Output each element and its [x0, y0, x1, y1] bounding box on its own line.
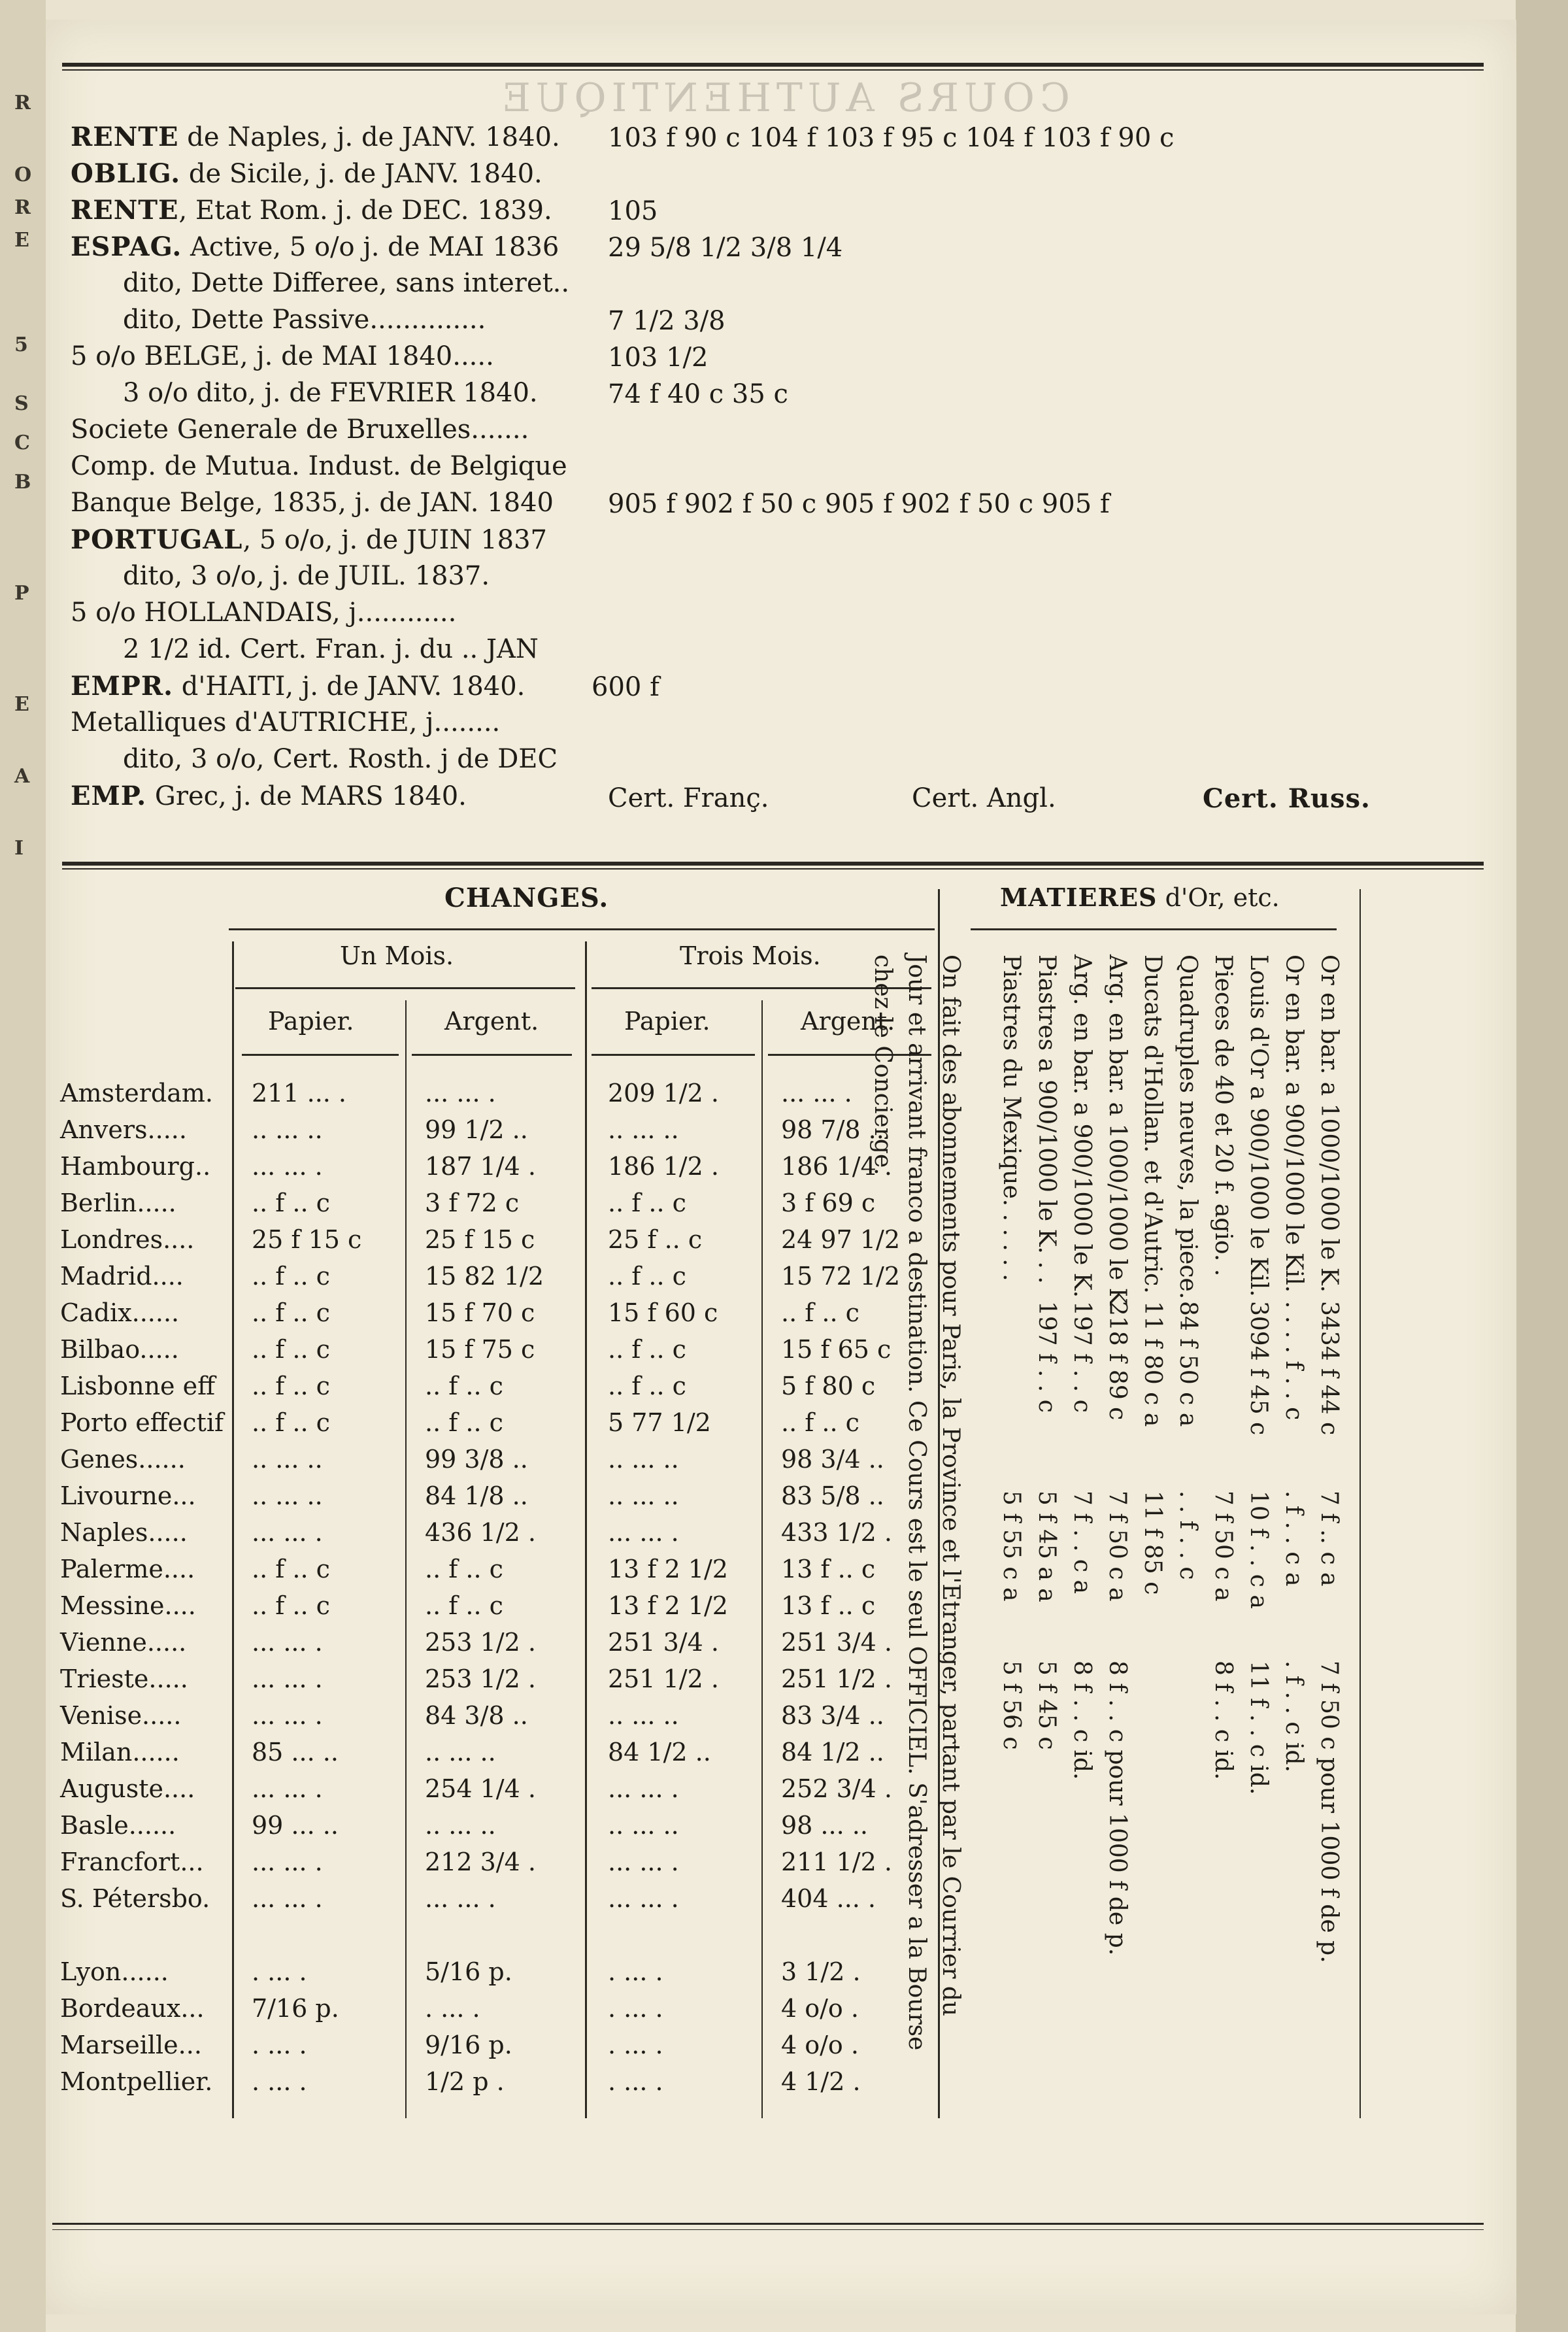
changes-cell: . ... .: [608, 1957, 663, 1986]
changes-cell: 252 3/4 .: [781, 1774, 892, 1803]
rente-row-label: , 5 o/o, j. de JUIN 1837: [242, 525, 547, 555]
matieres-value: 3434 f 44 c: [1316, 1301, 1343, 1436]
rente-row-label: Grec, j. de MARS 1840.: [146, 781, 467, 811]
matieres-value: 5 f 56 c: [998, 1661, 1025, 1750]
changes-city: Lisbonne eff: [60, 1372, 216, 1400]
subscription-notice: On fait des abonnements pour Paris, la Province et l'Etranger, partant par le Courrier du Jour et arrivant franco a destination. Ce Cours est le seul OFFICIEL. S'adresser a la Bourse chez le Concierge.: [869, 955, 964, 2051]
changes-cell: .. ... ..: [425, 1811, 496, 1840]
rente-row-label: dito, 3 o/o, j. de JUIL. 1837.: [123, 561, 490, 591]
trois-mois-papier: Papier.: [624, 1007, 710, 1036]
matieres-row: [1099, 955, 1135, 2066]
changes-cell: 84 1/2 ..: [781, 1738, 884, 1766]
matieres-value: 5 f 45 c: [1033, 1661, 1060, 1750]
changes-cell: . ... .: [425, 1994, 480, 2023]
changes-cell: 5 77 1/2: [608, 1408, 711, 1437]
changes-cell: 13 f .. c: [781, 1591, 876, 1620]
changes-city: Milan......: [60, 1738, 180, 1766]
rente-row-value: 103 1/2: [608, 343, 709, 373]
changes-city: Porto effectif: [60, 1408, 224, 1437]
changes-cell: .. f .. c: [252, 1298, 330, 1327]
changes-cell: 209 1/2 .: [608, 1079, 719, 1107]
rente-row-label: 2 1/2 id. Cert. Fran. j. du .. JAN: [123, 634, 539, 664]
matieres-value: 7 f 50 c a: [1210, 1491, 1237, 1602]
changes-city: Montpellier.: [60, 2067, 213, 2096]
changes-city: Hambourg..: [60, 1152, 211, 1181]
changes-cell: 85 ... ..: [252, 1738, 339, 1766]
changes-cell: 251 3/4 .: [608, 1628, 719, 1657]
changes-cell: . ... .: [608, 2067, 663, 2096]
rente-row: [123, 634, 539, 664]
matieres-title-rule: [971, 928, 1337, 930]
rente-row-label: d'HAITI, j. de JANV. 1840.: [173, 671, 525, 701]
margin-letter-r2: R: [14, 196, 31, 219]
rente-row-label: de Naples, j. de JANV. 1840.: [178, 122, 560, 152]
changes-cell: 15 f 60 c: [608, 1298, 718, 1327]
rente-row: [71, 524, 547, 555]
argent-rule-1: [412, 1054, 572, 1056]
rente-row-value: 7 1/2 3/8: [608, 306, 726, 336]
changes-cell: 3 f 72 c: [425, 1189, 520, 1217]
changes-cell: 25 f .. c: [608, 1225, 703, 1254]
matieres-row: [1311, 955, 1346, 2066]
changes-cell: 15 72 1/2: [781, 1262, 901, 1291]
changes-cell: 404 ... .: [781, 1884, 876, 1913]
rente-row-label: Societe Generale de Bruxelles.......: [71, 414, 529, 445]
matieres-label: Piastres a 900/1000 le K. . .: [1033, 955, 1060, 1284]
changes-cell: .. f .. c: [425, 1555, 503, 1583]
rente-row-label: Metalliques d'AUTRICHE, j........: [71, 707, 501, 737]
matieres-value: 7 f .. c a: [1316, 1491, 1343, 1587]
margin-letter-5: 5: [14, 333, 28, 356]
changes-city: Auguste....: [60, 1774, 195, 1803]
rente-row-value: 29 5/8 1/2 3/8 1/4: [608, 233, 843, 263]
matieres-value: 11 f . . c id.: [1245, 1661, 1272, 1795]
rente-row: [123, 268, 569, 298]
matieres-row: [1029, 955, 1064, 2066]
changes-cell: . ... .: [608, 1994, 663, 2023]
changes-cell: ... ... .: [608, 1884, 679, 1913]
col-divider-2: [405, 1000, 407, 2118]
changes-city: Basle......: [60, 1811, 176, 1840]
rente-row: [71, 598, 456, 628]
changes-cell: .. ... ..: [608, 1445, 679, 1474]
changes-cell: 25 f 15 c: [252, 1225, 362, 1254]
rente-row-bold: ESPAG.: [71, 231, 182, 262]
rente-row: [71, 122, 560, 152]
changes-cell: ... ... .: [425, 1079, 496, 1107]
rente-row: [71, 488, 554, 518]
top-rule-thin: [62, 69, 1484, 71]
matieres-label: Or en bar. a 900/1000 le Kil.: [1280, 955, 1307, 1293]
bottom-rule: [52, 2223, 1484, 2225]
matieres-value: . f . . c a: [1280, 1491, 1307, 1587]
rente-row-bold: PORTUGAL: [71, 524, 243, 555]
changes-cell: 24 97 1/2: [781, 1225, 901, 1254]
rente-row-label: de Sicile, j. de JANV. 1840.: [180, 159, 542, 189]
changes-cell: . ... .: [252, 2067, 307, 2096]
changes-cell: .. f .. c: [608, 1189, 686, 1217]
changes-cell: 254 1/4 .: [425, 1774, 536, 1803]
matieres-value: . f . . c id.: [1280, 1661, 1307, 1773]
changes-cell: ... ... .: [608, 1518, 679, 1547]
changes-city: Livourne...: [60, 1481, 196, 1510]
rente-row-value: 74 f 40 c 35 c: [608, 379, 788, 409]
rente-row: [71, 341, 494, 371]
changes-city: Marseille...: [60, 2031, 202, 2059]
matieres-title: [1000, 883, 1280, 912]
rente-row-label: Banque Belge, 1835, j. de JAN. 1840: [71, 488, 554, 518]
matieres-notice-divider: [1359, 889, 1361, 2118]
changes-cell: .. f .. c: [252, 1591, 330, 1620]
changes-cell: 433 1/2 .: [781, 1518, 892, 1547]
matieres-row: [993, 955, 1029, 2066]
changes-cell: .. f .. c: [608, 1262, 686, 1291]
col-divider-1: [232, 941, 234, 2118]
changes-city: Lyon......: [60, 1957, 169, 1986]
changes-cell: ... ... .: [608, 1848, 679, 1876]
changes-cell: 5 f 80 c: [781, 1372, 876, 1400]
changes-cell: .. ... ..: [425, 1738, 496, 1766]
matieres-title-rest: d'Or, etc.: [1157, 883, 1280, 912]
changes-cell: 5/16 p.: [425, 1957, 512, 1986]
changes-cell: 98 7/8 ..: [781, 1115, 884, 1144]
rente-row-bold: EMP.: [71, 781, 147, 811]
rente-row-label: , Etat Rom. j. de DEC. 1839.: [178, 195, 552, 226]
rente-row: [123, 561, 490, 591]
rente-row-value: 105: [608, 196, 658, 226]
changes-cell: 251 1/2 .: [781, 1665, 892, 1693]
changes-cell: .. f .. c: [425, 1372, 503, 1400]
changes-cell: 251 3/4 .: [781, 1628, 892, 1657]
changes-cell: 4 o/o .: [781, 2031, 859, 2059]
changes-cell: .. ... ..: [608, 1481, 679, 1510]
rente-row: [71, 414, 529, 445]
changes-cell: 25 f 15 c: [425, 1225, 535, 1254]
changes-cell: 84 1/2 ..: [608, 1738, 711, 1766]
changes-city: Bilbao.....: [60, 1335, 179, 1364]
changes-cell: 98 3/4 ..: [781, 1445, 884, 1474]
matieres-value: 10 f . . c a: [1245, 1491, 1272, 1609]
rente-row: [71, 707, 500, 737]
rente-row-label: dito, 3 o/o, Cert. Rosth. j de DEC: [123, 744, 558, 774]
margin-letter-c: C: [14, 431, 30, 454]
changes-cell: ... ... .: [252, 1701, 323, 1730]
rente-row-label: 5 o/o HOLLANDAIS, j............: [71, 598, 457, 628]
papier-rule-2: [592, 1054, 755, 1056]
un-mois-header: Un Mois.: [340, 941, 454, 970]
matieres-label: Quadruples neuves, la piece.: [1175, 955, 1201, 1300]
matieres-label: Arg. en bar. a 900/1000 le K.: [1069, 955, 1095, 1298]
changes-city: Amsterdam.: [60, 1079, 213, 1107]
section-rule: [62, 862, 1484, 866]
cert-angl: Cert. Angl.: [912, 783, 1056, 813]
matieres-value: 197 f . . c: [1069, 1301, 1095, 1413]
matieres-value: . . . . f . . c: [1280, 1301, 1307, 1421]
matieres-value: 84 f 50 c a: [1175, 1301, 1201, 1427]
margin-letter-a: A: [14, 765, 30, 788]
changes-cell: 99 1/2 ..: [425, 1115, 528, 1144]
changes-cell: 13 f 2 1/2: [608, 1591, 728, 1620]
changes-cell: 187 1/4 .: [425, 1152, 536, 1181]
rente-row-label: 3 o/o dito, j. de FEVRIER 1840.: [123, 378, 538, 408]
rente-row-label: 5 o/o BELGE, j. de MAI 1840.....: [71, 341, 494, 371]
matieres-value: 8 f . . c pour 1000 f de p.: [1104, 1661, 1131, 1956]
rente-row: [71, 671, 525, 701]
changes-cell: .. f .. c: [252, 1262, 330, 1291]
un-mois-rule: [235, 987, 575, 989]
changes-cell: .. f .. c: [252, 1408, 330, 1437]
changes-cell: .. ... ..: [252, 1481, 323, 1510]
changes-cell: .. f .. c: [425, 1591, 503, 1620]
papier-rule-1: [242, 1054, 399, 1056]
changes-cell: .. ... ..: [608, 1701, 679, 1730]
rente-row-label: dito, Dette Differee, sans interet..: [123, 268, 570, 298]
changes-cell: 211 ... .: [252, 1079, 347, 1107]
un-mois-argent: Argent.: [444, 1007, 539, 1036]
rente-row-bold: RENTE: [71, 122, 179, 152]
changes-cell: 99 ... ..: [252, 1811, 339, 1840]
rente-row: [71, 781, 467, 811]
changes-cell: . ... .: [252, 2031, 307, 2059]
changes-cell: .. f .. c: [252, 1189, 330, 1217]
changes-cell: 1/2 p .: [425, 2067, 505, 2096]
changes-cell: ... ... .: [252, 1848, 323, 1876]
changes-city: S. Pétersbo.: [60, 1884, 210, 1913]
rente-row-label: dito, Dette Passive..............: [123, 305, 486, 335]
matieres-label: Ducats d'Hollan. et d'Autric.: [1139, 955, 1166, 1294]
rente-row-value: 103 f 90 c 104 f 103 f 95 c 104 f 103 f 90 c: [608, 123, 1175, 153]
changes-cell: .. f .. c: [781, 1298, 859, 1327]
margin-letter-b: B: [14, 471, 31, 494]
matieres-value: 7 f 50 c pour 1000 f de p.: [1316, 1661, 1343, 1963]
changes-city: Palerme....: [60, 1555, 195, 1583]
changes-cell: 186 1/4 .: [781, 1152, 892, 1181]
changes-cell: 13 f 2 1/2: [608, 1555, 728, 1583]
un-mois-papier: Papier.: [268, 1007, 354, 1036]
changes-cell: . ... .: [608, 2031, 663, 2059]
changes-city: Venise.....: [60, 1701, 182, 1730]
changes-cell: .. f .. c: [252, 1555, 330, 1583]
changes-cell: 253 1/2 .: [425, 1665, 536, 1693]
changes-city: Vienne.....: [60, 1628, 187, 1657]
changes-city: Francfort...: [60, 1848, 204, 1876]
changes-cell: .. f .. c: [252, 1372, 330, 1400]
rente-row: [123, 378, 538, 408]
margin-letter-o: O: [14, 163, 32, 186]
changes-cell: 99 3/8 ..: [425, 1445, 528, 1474]
changes-cell: .. ... ..: [608, 1115, 679, 1144]
matieres-value: 218 f 89 c: [1104, 1301, 1131, 1421]
changes-cell: 253 1/2 .: [425, 1628, 536, 1657]
matieres-label: Pieces de 40 et 20 f. agio. .: [1210, 955, 1237, 1277]
changes-cell: 436 1/2 .: [425, 1518, 536, 1547]
changes-city: Bordeaux...: [60, 1994, 205, 2023]
binding-right: [1516, 0, 1568, 2332]
matieres-label: Louis d'Or a 900/1000 le Kil.: [1245, 955, 1272, 1297]
changes-title-rule: [229, 928, 935, 930]
matieres-row: [1276, 955, 1311, 2066]
changes-cell: .. f .. c: [608, 1372, 686, 1400]
changes-cell: 4 1/2 .: [781, 2067, 861, 2096]
changes-city: Trieste.....: [60, 1665, 188, 1693]
bottom-rule-thin: [52, 2229, 1484, 2230]
margin-letter-e2: E: [14, 693, 29, 716]
rente-row-value: 905 f 902 f 50 c 905 f 902 f 50 c 905 f: [608, 489, 1110, 519]
changes-cell: ... ... .: [252, 1884, 323, 1913]
changes-city: Genes......: [60, 1445, 186, 1474]
margin-letter-r: R: [14, 92, 31, 114]
changes-cell: ... ... .: [252, 1628, 323, 1657]
margin-letter-p: P: [14, 582, 29, 605]
col-divider-3: [585, 941, 587, 2118]
changes-cell: .. ... ..: [252, 1445, 323, 1474]
changes-cell: 3 1/2 .: [781, 1957, 861, 1986]
changes-cell: 3 f 69 c: [781, 1189, 876, 1217]
changes-city: Cadix......: [60, 1298, 180, 1327]
trois-mois-header: Trois Mois.: [680, 941, 821, 970]
trois-mois-argent: Argent.: [801, 1007, 895, 1036]
rente-row-label: Comp. de Mutua. Indust. de Belgique: [71, 451, 567, 481]
rente-row: [123, 305, 486, 335]
changes-city: Naples.....: [60, 1518, 188, 1547]
changes-cell: 4 o/o .: [781, 1994, 859, 2023]
cert-russ: Cert. Russ.: [1203, 783, 1371, 814]
changes-cell: .. f .. c: [425, 1408, 503, 1437]
rente-row-value: 600 f: [592, 672, 659, 702]
matieres-row: [1241, 955, 1276, 2066]
changes-cell: ... ... .: [608, 1774, 679, 1803]
changes-cell: 186 1/2 .: [608, 1152, 719, 1181]
rente-row: [71, 195, 552, 226]
matieres-value: 3094 f 45 c: [1245, 1301, 1272, 1436]
rente-row-bold: OBLIG.: [71, 158, 181, 189]
changes-cell: 15 82 1/2: [425, 1262, 544, 1291]
rente-row-label: Active, 5 o/o j. de MAI 1836: [182, 232, 559, 262]
changes-cell: .. ... ..: [608, 1811, 679, 1840]
changes-cell: ... ... .: [252, 1518, 323, 1547]
changes-cell: 211 1/2 .: [781, 1848, 892, 1876]
changes-cell: ... ... .: [781, 1079, 852, 1107]
section-rule-thin: [62, 868, 1484, 870]
changes-city: Messine....: [60, 1591, 196, 1620]
matieres-value: 11 f 85 c: [1139, 1491, 1166, 1595]
changes-cell: 84 3/8 ..: [425, 1701, 528, 1730]
matieres-label: Or en bar. a 1000/1000 le K.: [1316, 955, 1343, 1293]
changes-cell: 9/16 p.: [425, 2031, 512, 2059]
rente-row: [71, 158, 542, 189]
matieres-label: Arg. en bar. a 1000/1000 le K: [1104, 955, 1131, 1306]
changes-cell: 15 f 65 c: [781, 1335, 892, 1364]
rente-row: [71, 231, 559, 262]
top-rule: [62, 63, 1484, 67]
matieres-value: 5 f 55 c a: [998, 1491, 1025, 1602]
matieres-row: [1064, 955, 1099, 2066]
changes-cell: ... ... .: [425, 1884, 496, 1913]
changes-cell: . ... .: [252, 1957, 307, 1986]
changes-cell: 83 3/4 ..: [781, 1701, 884, 1730]
changes-cell: 13 f .. c: [781, 1555, 876, 1583]
changes-cell: 251 1/2 .: [608, 1665, 719, 1693]
matieres-row: [1170, 955, 1205, 2066]
changes-cell: 83 5/8 ..: [781, 1481, 884, 1510]
changes-title: CHANGES.: [444, 883, 609, 913]
rente-row-bold: EMPR.: [71, 671, 174, 701]
cert-franc: Cert. Franç.: [608, 783, 769, 813]
changes-cell: 7/16 p.: [252, 1994, 339, 2023]
changes-cell: .. f .. c: [608, 1335, 686, 1364]
changes-cell: ... ... .: [252, 1665, 323, 1693]
margin-letter-e: E: [14, 229, 29, 252]
matieres-title-bold: MATIERES: [1000, 883, 1158, 912]
changes-cell: .. f .. c: [781, 1408, 859, 1437]
margin-letter-s: S: [14, 392, 29, 415]
changes-city: Anvers.....: [60, 1115, 187, 1144]
changes-city: Berlin.....: [60, 1189, 176, 1217]
matieres-label: Piastres du Mexique. . . . . .: [998, 955, 1025, 1281]
matieres-value: 5 f 45 a a: [1033, 1491, 1060, 1602]
matieres-value: 197 f . . c: [1033, 1301, 1060, 1413]
col-divider-4: [761, 1000, 763, 2118]
changes-cell: 212 3/4 .: [425, 1848, 536, 1876]
rente-row-bold: RENTE: [71, 195, 179, 226]
changes-cell: .. ... ..: [252, 1115, 323, 1144]
changes-cell: 15 f 70 c: [425, 1298, 535, 1327]
matieres-value: 7 f 50 c a: [1104, 1491, 1131, 1602]
changes-city: Londres....: [60, 1225, 195, 1254]
changes-cell: ... ... .: [252, 1152, 323, 1181]
matieres-value: 8 f . . c id.: [1210, 1661, 1237, 1780]
matieres-row: [1205, 955, 1241, 2066]
margin-letter-i: I: [14, 837, 24, 860]
changes-cell: 15 f 75 c: [425, 1335, 535, 1364]
changes-cell: .. f .. c: [252, 1335, 330, 1364]
matieres-value: 11 f 80 c a: [1139, 1301, 1166, 1427]
changes-cell: 84 1/8 ..: [425, 1481, 528, 1510]
matieres-value: . . f . . c: [1175, 1491, 1201, 1580]
changes-city: Madrid....: [60, 1262, 184, 1291]
changes-cell: ... ... .: [252, 1774, 323, 1803]
bleed-through-title: COURS AUTHENTIQUE: [497, 75, 1070, 121]
rente-row: [71, 451, 567, 481]
matieres-value: 7 f . . c a: [1069, 1491, 1095, 1594]
matieres-row: [1135, 955, 1170, 2066]
matieres-value: 8 f . . c id.: [1069, 1661, 1095, 1780]
rente-row: [123, 744, 558, 774]
changes-cell: 98 ... ..: [781, 1811, 868, 1840]
